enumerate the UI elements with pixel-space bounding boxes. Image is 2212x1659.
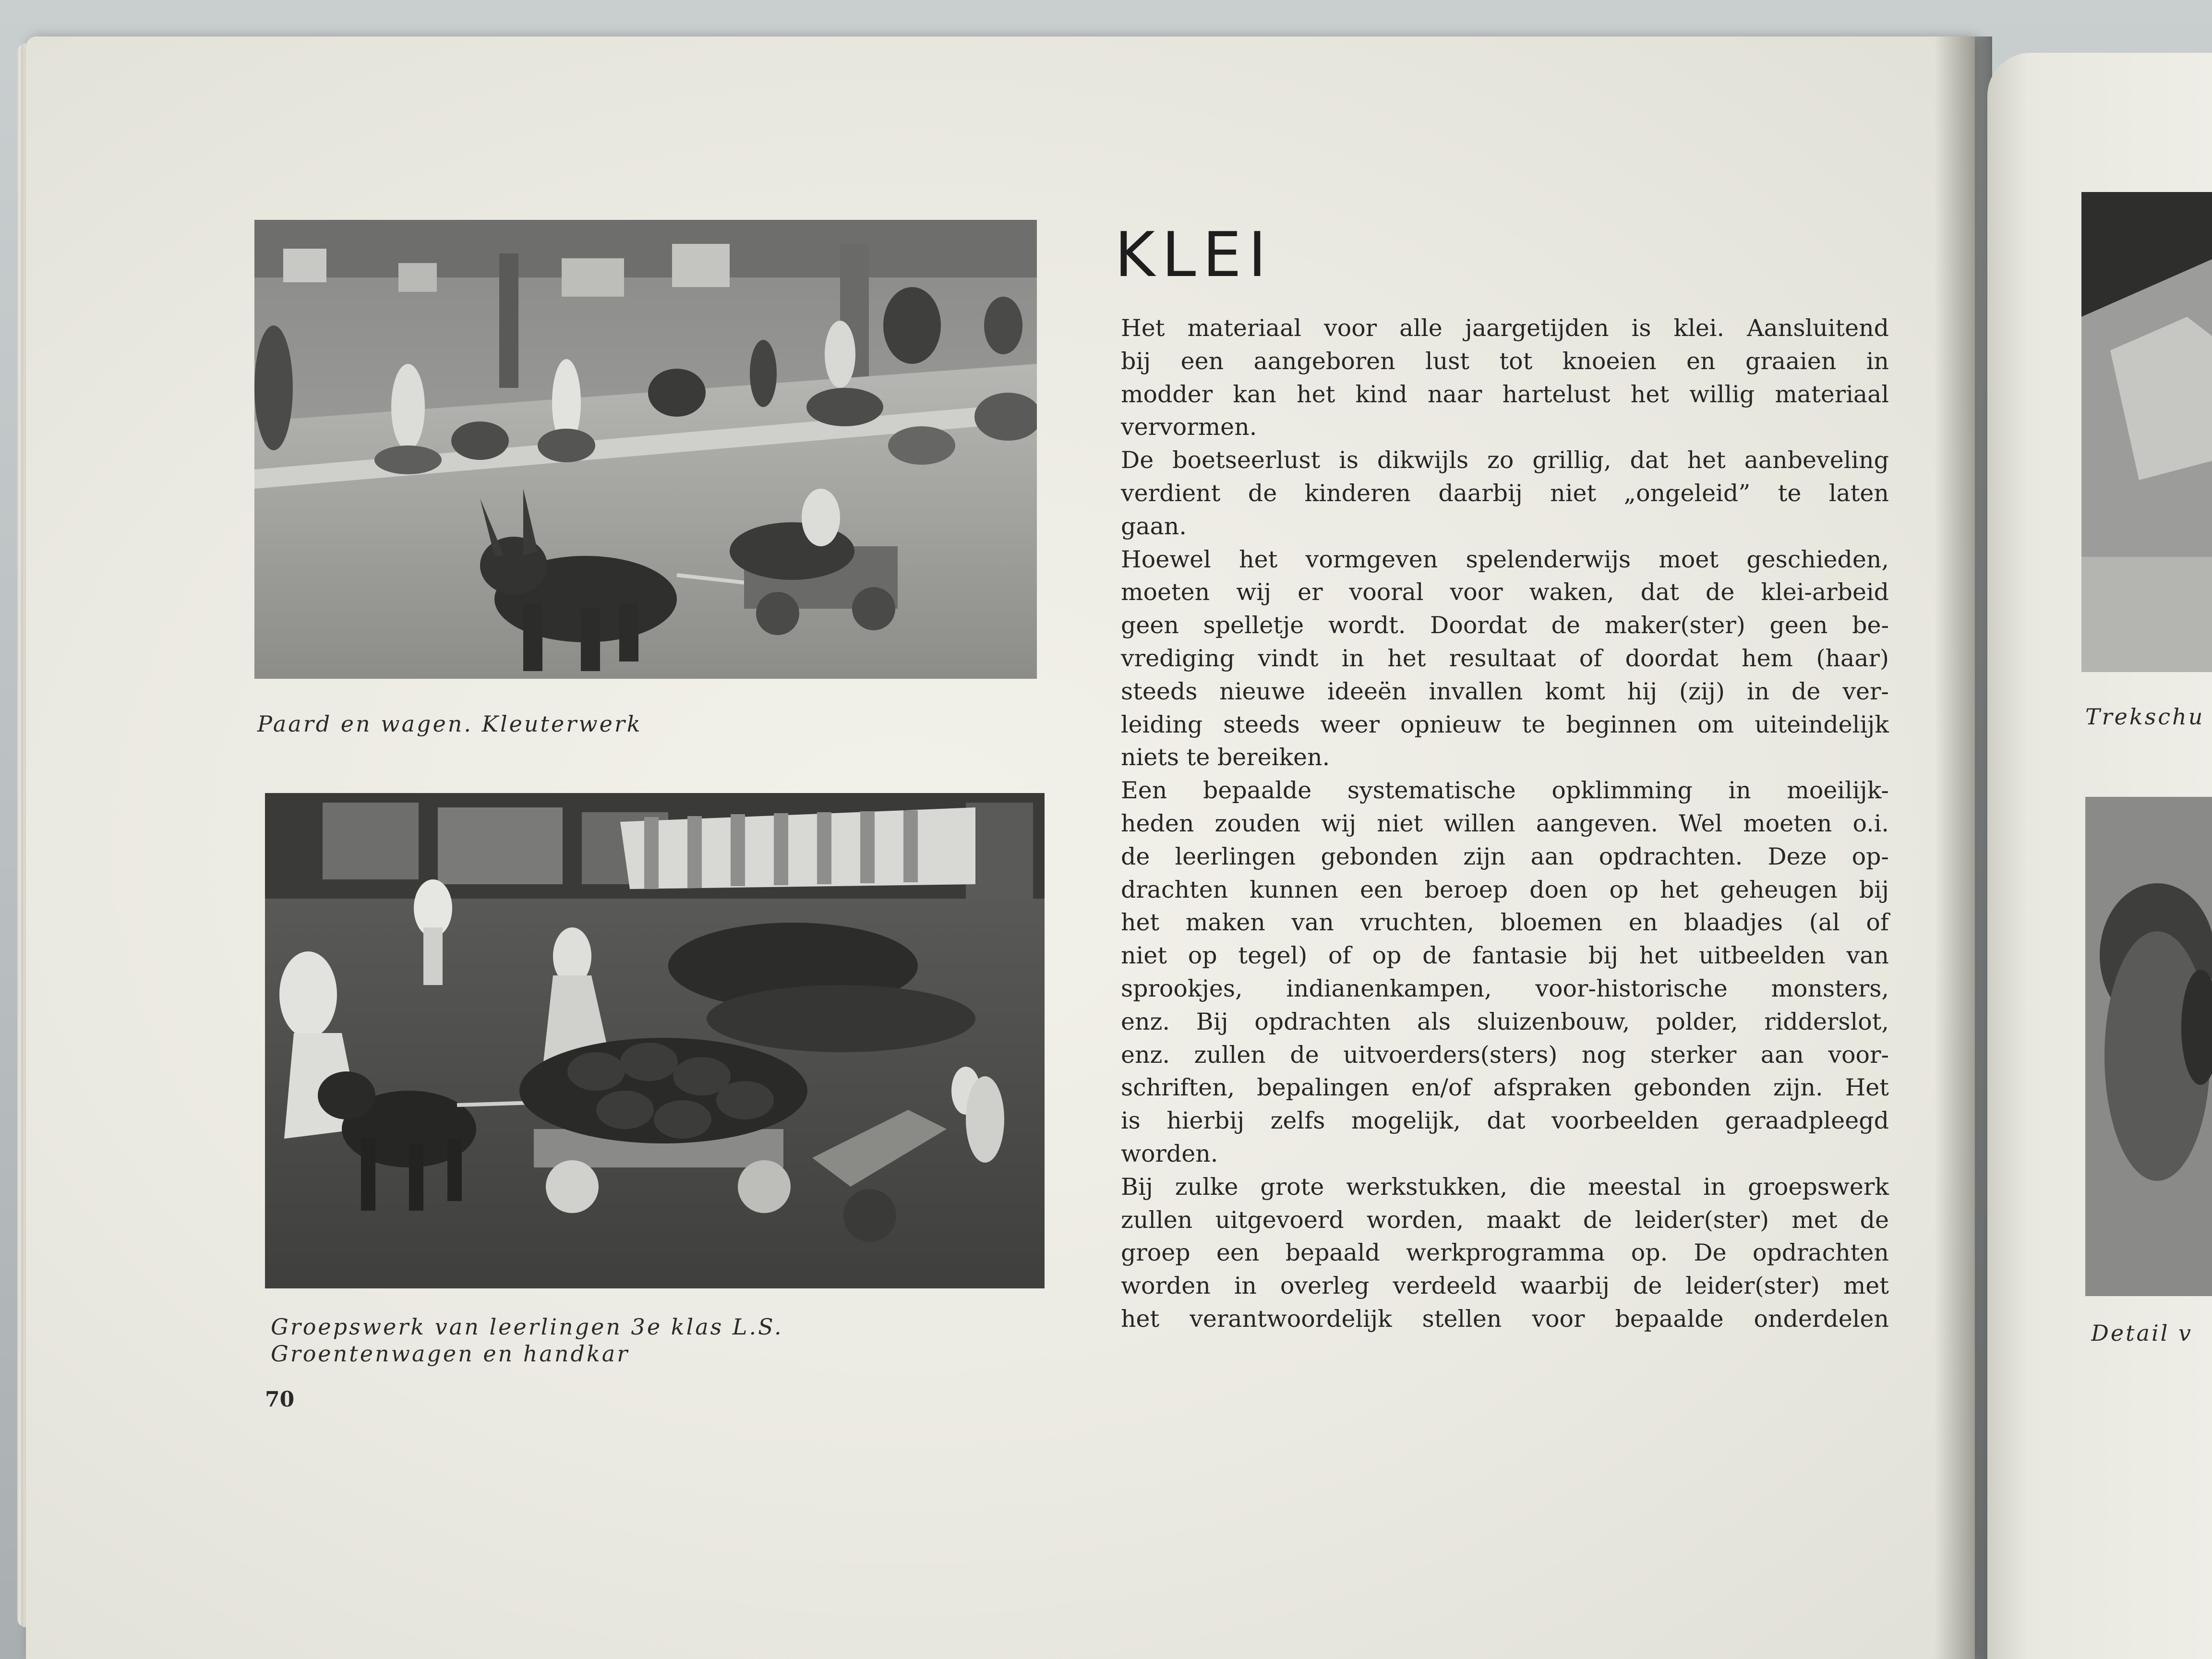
- photo-vegetable-cart-image: [265, 793, 1045, 1288]
- page-number: 70: [265, 1387, 295, 1412]
- body-text-line: Hoewel het vormgeven spelenderwijs moet geschieden,: [1121, 545, 1889, 573]
- photo-horse-and-cart-image: [254, 220, 1037, 679]
- figure-caption-2-line-1: Groepswerk van leerlingen 3e klas L.S.: [271, 1314, 783, 1340]
- figure-caption-2-line-2: Groentenwagen en handkar: [271, 1341, 630, 1367]
- body-text-line: leiding steeds weer opnieuw te beginnen om uiteindelijk: [1121, 710, 1889, 738]
- page-gutter-shadow: [1935, 36, 1992, 1659]
- body-text-line: groep een bepaald werkprogramma op. De opdrachten: [1121, 1239, 1889, 1267]
- body-text-line: gaan.: [1121, 512, 1187, 540]
- body-text-line: schriften, bepalingen en/of afspraken gebonden zijn. Het: [1121, 1074, 1889, 1102]
- section-heading: KLEI: [1115, 219, 1273, 291]
- body-text-line: heden zouden wij niet willen aangeven. Wel moeten o.i.: [1121, 809, 1889, 837]
- body-text-line: Een bepaalde systematische opklimming in moeilijk-: [1121, 777, 1889, 805]
- body-text-line: is hierbij zelfs mogelijk, dat voorbeelden geraadpleegd: [1121, 1107, 1889, 1135]
- body-text-line: verdient de kinderen daarbij niet „ongeleid” te laten: [1121, 479, 1889, 507]
- body-text-line: worden.: [1121, 1140, 1218, 1167]
- body-text-line: vrediging vindt in het resultaat of doordat hem (haar): [1121, 644, 1889, 672]
- body-text-line: moeten wij er vooral voor waken, dat de klei-arbeid: [1121, 578, 1889, 606]
- body-text-line: de leerlingen gebonden zijn aan opdrachten. Deze op-: [1121, 842, 1889, 870]
- body-text-line: steeds nieuwe ideeën invallen komt hij (zij) in de ver-: [1121, 677, 1889, 705]
- right-page-photo-top: [2081, 192, 2212, 672]
- body-text-line: geen spelletje wordt. Doordat de maker(ster) geen be-: [1121, 612, 1889, 639]
- body-text-line: het maken van vruchten, bloemen en blaadjes (al of: [1121, 909, 1889, 937]
- body-text-line: niets te bereiken.: [1121, 744, 1330, 771]
- body-text-line: De boetseerlust is dikwijls zo grillig, dat het aanbeveling: [1121, 446, 1889, 474]
- body-text-line: worden in overleg verdeeld waarbij de leider(ster) met: [1121, 1272, 1889, 1300]
- body-text-line: enz. zullen de uitvoerders(sters) nog sterker aan voor-: [1121, 1041, 1889, 1069]
- figure-caption-2: [271, 1313, 783, 1367]
- body-text-line: zullen uitgevoerd worden, maakt de leider(ster) met de: [1121, 1206, 1889, 1234]
- figure-caption-1: [257, 710, 642, 737]
- right-page-photo-top-image: [2081, 192, 2212, 672]
- photo-vegetable-cart: [265, 793, 1045, 1288]
- body-text: [1121, 312, 1889, 1336]
- body-text-line: modder kan het kind naar hartelust het willig materiaal: [1121, 380, 1889, 408]
- body-text-line: niet op tegel) of op de fantasie bij het uitbeelden van: [1121, 942, 1889, 970]
- right-page-photo-bottom: [2085, 797, 2212, 1296]
- body-text-line: Het materiaal voor alle jaargetijden is klei. Aansluitend: [1121, 314, 1889, 342]
- right-page-photo-bottom-image: [2085, 797, 2212, 1296]
- right-page-caption-bottom: Detail v: [2091, 1320, 2193, 1346]
- body-text-line: het verantwoordelijk stellen voor bepaalde onderdelen: [1121, 1305, 1889, 1333]
- body-text-line: vervormen.: [1121, 413, 1257, 441]
- body-text-line: bij een aangeboren lust tot knoeien en graaien in: [1121, 347, 1889, 375]
- right-page-caption-top: Trekschu: [2085, 704, 2205, 730]
- body-text-line: Bij zulke grote werkstukken, die meestal in groepswerk: [1121, 1173, 1889, 1201]
- photo-horse-and-cart: [254, 220, 1037, 679]
- body-text-line: sprookjes, indianenkampen, voor-historische monsters,: [1121, 974, 1889, 1002]
- body-text-line: drachten kunnen een beroep doen op het geheugen bij: [1121, 876, 1889, 903]
- body-text-line: enz. Bij opdrachten als sluizenbouw, polder, ridderslot,: [1121, 1008, 1889, 1035]
- figure-caption-1-line: Paard en wagen. Kleuterwerk: [257, 711, 642, 737]
